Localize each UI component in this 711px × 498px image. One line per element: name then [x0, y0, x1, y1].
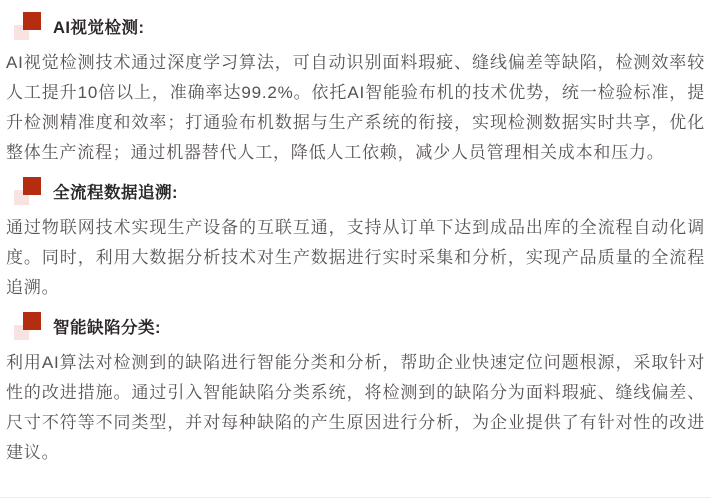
section-title: AI视觉检测: [53, 19, 145, 37]
section-title: 全流程数据追溯: [53, 184, 178, 202]
section-full-process-data-tracing [6, 177, 705, 303]
square-bullet-icon [14, 12, 42, 40]
section-heading [14, 12, 705, 40]
section-heading [14, 312, 705, 340]
bullet-main-square [23, 12, 41, 30]
section-intelligent-defect-classification [6, 312, 705, 468]
bullet-main-square [23, 312, 41, 330]
section-paragraph: 通过物联网技术实现生产设备的互联互通，支持从订单下达到成品出库的全流程自动化调度。同时，利用大数据分析技术对生产数据进行实时采集和分析，实现产品质量的全流程追溯。 [6, 218, 705, 297]
square-bullet-icon [14, 312, 42, 340]
section-ai-visual-inspection [6, 12, 705, 168]
square-bullet-icon [14, 177, 42, 205]
section-heading [14, 177, 705, 205]
section-paragraph: AI视觉检测技术通过深度学习算法，可自动识别面料瑕疵、缝线偏差等缺陷，检测效率较人工提升10倍以上，准确率达99.2%。依托AI智能验布机的技术优势，统一检验标准，提升检测精准度和效率；打通验布机数据与生产系统的衔接，实现检测数据实时共享，优化整体生产流程；通过机器替代人工，降低人工依赖，减少人员管理相关成本和压力。 [6, 53, 705, 162]
section-paragraph: 利用AI算法对检测到的缺陷进行智能分类和分析，帮助企业快速定位问题根源，采取针对性的改进措施。通过引入智能缺陷分类系统，将检测到的缺陷分为面料瑕疵、缝线偏差、尺寸不符等不同类型，并对每种缺陷的产生原因进行分析，为企业提供了有针对性的改进建议。 [6, 353, 705, 462]
section-title: 智能缺陷分类: [53, 319, 161, 337]
bullet-main-square [23, 177, 41, 195]
